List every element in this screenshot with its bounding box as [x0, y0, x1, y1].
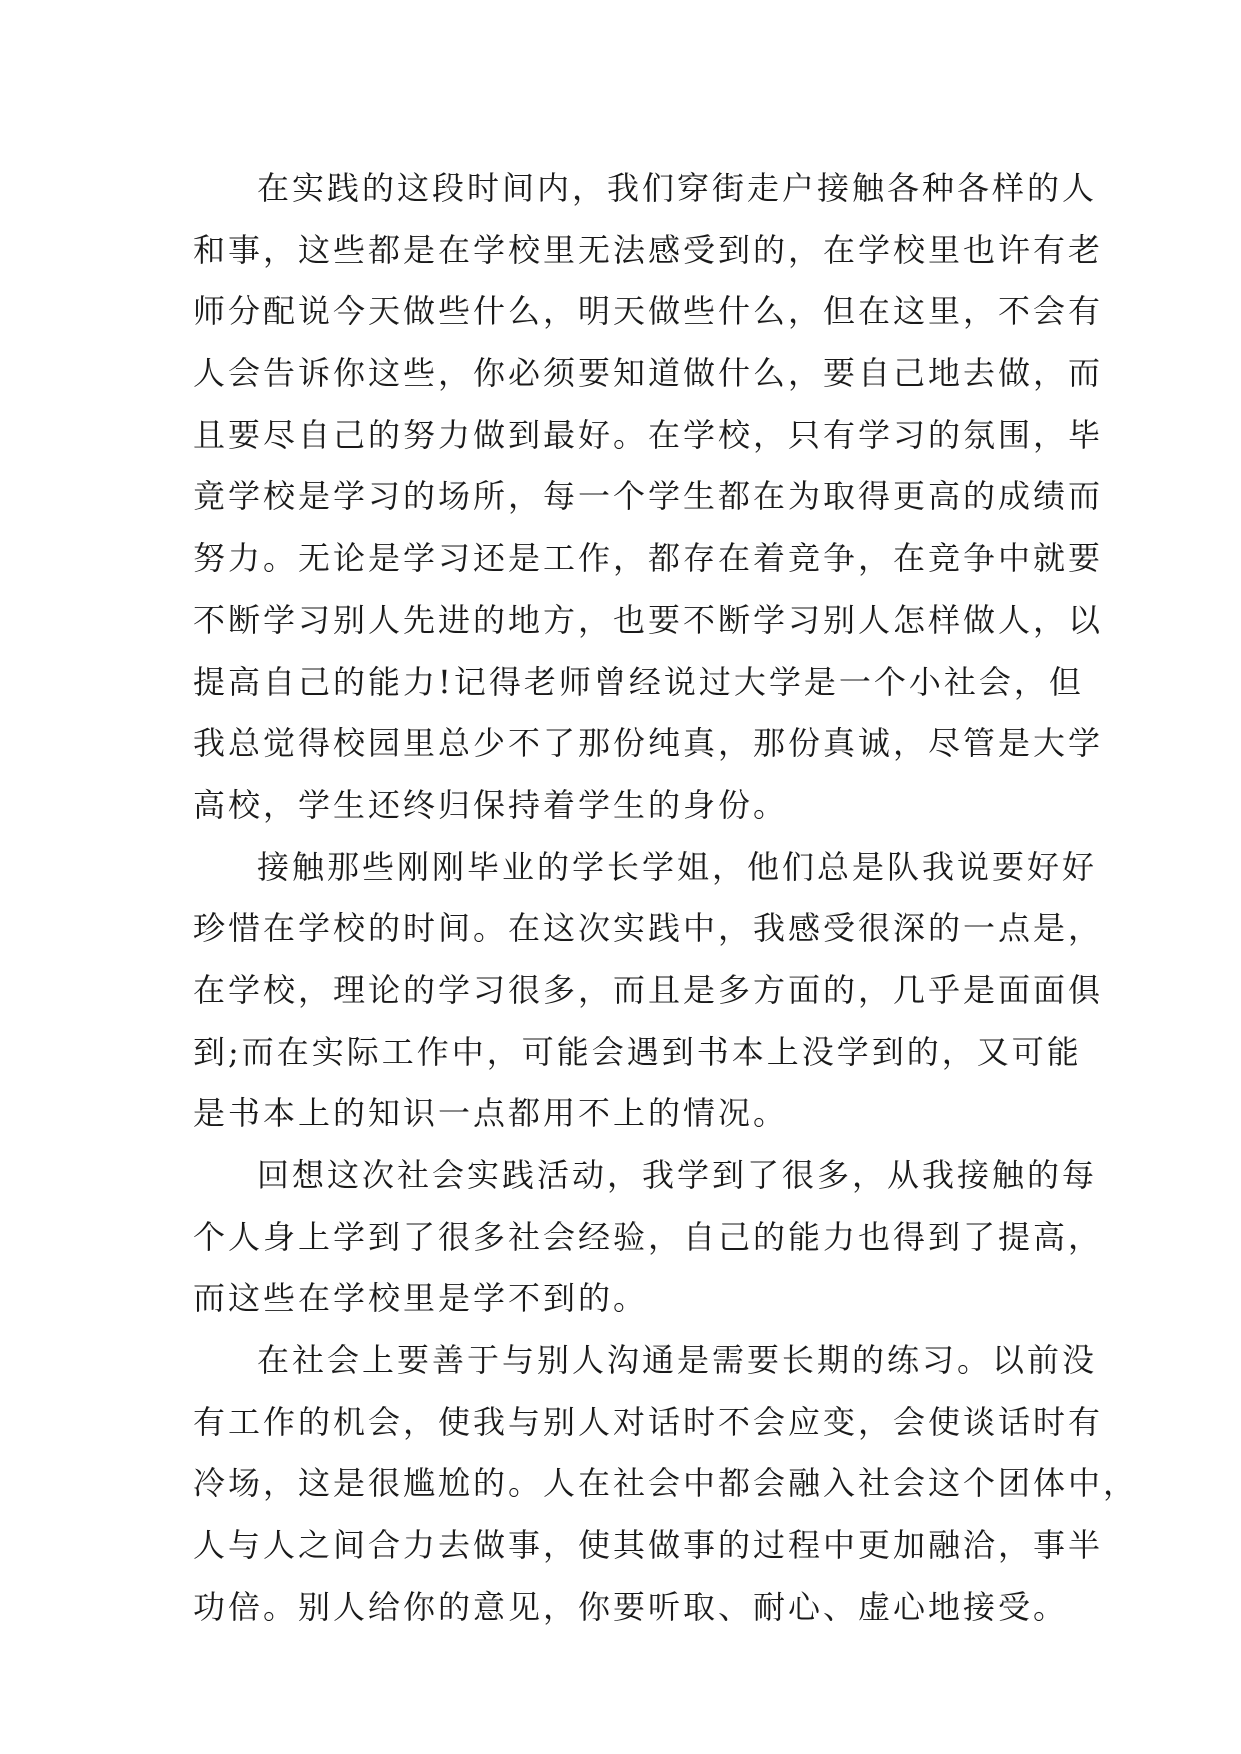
paragraph-line: 是书本上的知识一点都用不上的情况。 [193, 1094, 789, 1133]
paragraph-line: 功倍。别人给你的意见，你要听取、耐心、虚心地接受。 [193, 1587, 1069, 1626]
paragraph-line: 有工作的机会，使我与别人对话时不会应变，会使谈话时有 [193, 1402, 1104, 1441]
paragraph-line: 努力。无论是学习还是工作，都存在着竞争，在竞争中就要 [193, 539, 1104, 578]
paragraph-line: 接触那些刚刚毕业的学长学姐，他们总是队我说要好好 [257, 847, 1098, 886]
paragraph-line: 竟学校是学习的场所，每一个学生都在为取得更高的成绩而 [193, 477, 1104, 516]
paragraph-line: 和事，这些都是在学校里无法感受到的，在学校里也许有老 [193, 230, 1104, 269]
paragraph-line: 且要尽自己的努力做到最好。在学校，只有学习的氛围，毕 [193, 415, 1104, 454]
paragraph-line: 回想这次社会实践活动，我学到了很多，从我接触的每 [257, 1156, 1098, 1194]
paragraph-line: 个人身上学到了很多社会经验，自己的能力也得到了提高， [193, 1217, 1104, 1256]
paragraph-line: 在实践的这段时间内，我们穿街走户接触各种各样的人 [257, 169, 1098, 207]
paragraph-3 [193, 1145, 1104, 1330]
paragraph-line: 师分配说今天做些什么，明天做些什么，但在这里，不会有 [193, 292, 1104, 331]
paragraph-1 [193, 158, 1104, 837]
document-body [193, 158, 1139, 1639]
paragraph-line: 到;而在实际工作中，可能会遇到书本上没学到的，又可能 [193, 1032, 1082, 1071]
paragraph-line: 在社会上要善于与别人沟通是需要长期的练习。以前没 [257, 1341, 1098, 1380]
paragraph-line: 高校，学生还终归保持着学生的身份。 [193, 785, 789, 824]
paragraph-line: 提高自己的能力!记得老师曾经说过大学是一个小社会，但 [193, 662, 1084, 701]
paragraph-line: 冷场，这是很尴尬的。人在社会中都会融入社会这个团体中， [193, 1464, 1139, 1503]
paragraph-4 [193, 1330, 1139, 1638]
paragraph-line: 我总觉得校园里总少不了那份纯真，那份真诚，尽管是大学 [193, 724, 1104, 763]
paragraph-line: 在学校，理论的学习很多，而且是多方面的，几乎是面面俱 [193, 970, 1104, 1009]
paragraph-line: 而这些在学校里是学不到的。 [193, 1279, 649, 1318]
paragraph-line: 人与人之间合力去做事，使其做事的过程中更加融洽，事半 [193, 1526, 1104, 1565]
paragraph-2 [193, 837, 1104, 1145]
paragraph-line: 人会告诉你这些，你必须要知道做什么，要自己地去做，而 [193, 354, 1104, 393]
paragraph-line: 珍惜在学校的时间。在这次实践中，我感受很深的一点是， [193, 909, 1104, 948]
paragraph-line: 不断学习别人先进的地方，也要不断学习别人怎样做人，以 [193, 600, 1104, 639]
